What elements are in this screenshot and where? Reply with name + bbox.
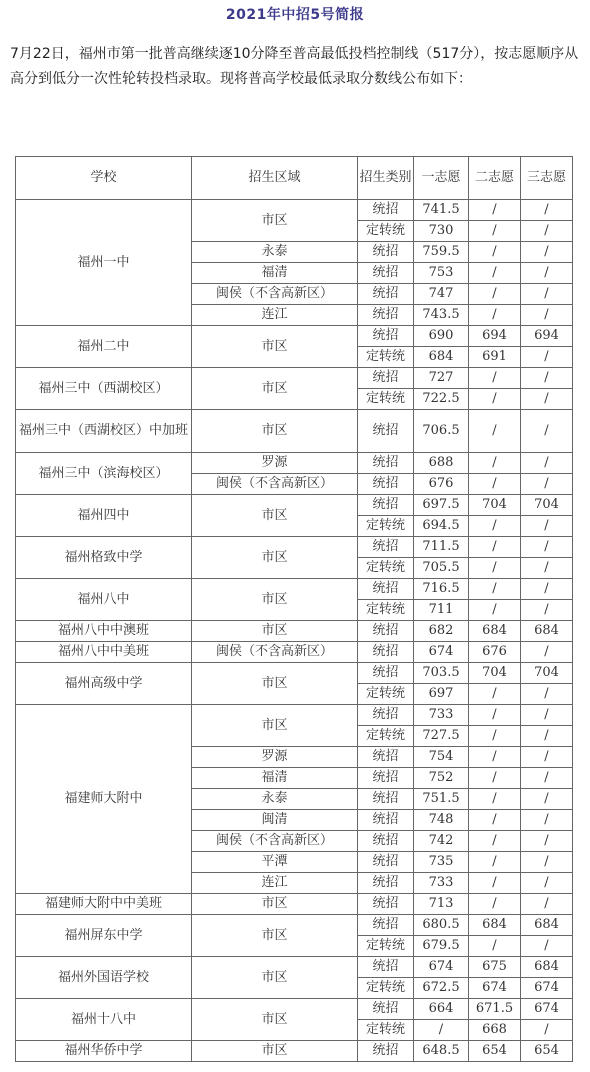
second-choice-cell: / <box>469 263 521 284</box>
category-cell: 统招 <box>358 579 414 600</box>
third-choice-cell: 674 <box>521 999 573 1020</box>
category-cell: 统招 <box>358 453 414 474</box>
category-cell: 统招 <box>358 284 414 305</box>
table-row <box>16 642 573 663</box>
first-choice-cell: 741.5 <box>414 200 469 221</box>
third-choice-cell: / <box>521 642 573 663</box>
school-cell: 福州外国语学校 <box>16 957 192 999</box>
second-choice-cell: / <box>469 558 521 579</box>
second-choice-cell: 668 <box>469 1020 521 1041</box>
region-cell: 市区 <box>192 326 358 368</box>
second-choice-cell: / <box>469 747 521 768</box>
table-row <box>16 915 573 936</box>
region-cell: 永泰 <box>192 789 358 810</box>
second-choice-cell: / <box>469 389 521 410</box>
category-cell: 统招 <box>358 705 414 726</box>
first-choice-cell: 648.5 <box>414 1041 469 1062</box>
school-cell: 福建师大附中中美班 <box>16 894 192 915</box>
region-cell: 市区 <box>192 368 358 410</box>
region-cell: 罗源 <box>192 747 358 768</box>
region-cell: 市区 <box>192 915 358 957</box>
region-cell: 闽侯（不含高新区） <box>192 474 358 495</box>
region-cell: 福清 <box>192 263 358 284</box>
table-row <box>16 621 573 642</box>
third-choice-cell: / <box>521 600 573 621</box>
second-choice-cell: / <box>469 873 521 894</box>
third-choice-cell: / <box>521 1020 573 1041</box>
first-choice-cell: 733 <box>414 705 469 726</box>
header-school: 学校 <box>16 157 192 200</box>
category-cell: 定转统 <box>358 726 414 747</box>
first-choice-cell: 703.5 <box>414 663 469 684</box>
third-choice-cell: 704 <box>521 495 573 516</box>
third-choice-cell: / <box>521 579 573 600</box>
second-choice-cell: / <box>469 305 521 326</box>
table-row <box>16 663 573 684</box>
table-row <box>16 705 573 726</box>
category-cell: 统招 <box>358 410 414 453</box>
second-choice-cell: / <box>469 810 521 831</box>
table-row <box>16 453 573 474</box>
table-row <box>16 894 573 915</box>
school-cell: 福州八中中美班 <box>16 642 192 663</box>
third-choice-cell: / <box>521 831 573 852</box>
third-choice-cell: / <box>521 936 573 957</box>
school-cell: 福州十八中 <box>16 999 192 1041</box>
category-cell: 统招 <box>358 474 414 495</box>
first-choice-cell: 752 <box>414 768 469 789</box>
second-choice-cell: / <box>469 579 521 600</box>
header-second-choice: 二志愿 <box>469 157 521 200</box>
table-row <box>16 957 573 978</box>
third-choice-cell: / <box>521 726 573 747</box>
category-cell: 统招 <box>358 368 414 389</box>
region-cell: 闽侯（不含高新区） <box>192 831 358 852</box>
first-choice-cell: 754 <box>414 747 469 768</box>
region-cell: 闽侯（不含高新区） <box>192 642 358 663</box>
school-cell: 福州三中（西湖校区）中加班 <box>16 410 192 453</box>
first-choice-cell: 759.5 <box>414 242 469 263</box>
first-choice-cell: 727 <box>414 368 469 389</box>
third-choice-cell: / <box>521 347 573 368</box>
third-choice-cell: / <box>521 873 573 894</box>
second-choice-cell: 691 <box>469 347 521 368</box>
category-cell: 统招 <box>358 915 414 936</box>
table-row <box>16 495 573 516</box>
category-cell: 定转统 <box>358 516 414 537</box>
category-cell: 定转统 <box>358 558 414 579</box>
school-cell: 福州高级中学 <box>16 663 192 705</box>
category-cell: 定转统 <box>358 978 414 999</box>
first-choice-cell: 688 <box>414 453 469 474</box>
category-cell: 统招 <box>358 537 414 558</box>
category-cell: 定转统 <box>358 600 414 621</box>
second-choice-cell: 694 <box>469 326 521 347</box>
region-cell: 市区 <box>192 410 358 453</box>
school-cell: 福州屏东中学 <box>16 915 192 957</box>
school-cell: 福州华侨中学 <box>16 1041 192 1062</box>
first-choice-cell: 684 <box>414 347 469 368</box>
third-choice-cell: / <box>521 747 573 768</box>
first-choice-cell: 680.5 <box>414 915 469 936</box>
second-choice-cell: / <box>469 684 521 705</box>
table-row <box>16 999 573 1020</box>
category-cell: 统招 <box>358 831 414 852</box>
school-cell: 福州八中中澳班 <box>16 621 192 642</box>
school-cell: 福州四中 <box>16 495 192 537</box>
first-choice-cell: 748 <box>414 810 469 831</box>
second-choice-cell: / <box>469 852 521 873</box>
first-choice-cell: 711 <box>414 600 469 621</box>
third-choice-cell: / <box>521 789 573 810</box>
second-choice-cell: / <box>469 221 521 242</box>
second-choice-cell: / <box>469 768 521 789</box>
category-cell: 统招 <box>358 326 414 347</box>
page-title: 2021年中招5号简报 <box>225 7 365 23</box>
category-cell: 统招 <box>358 768 414 789</box>
first-choice-cell: 735 <box>414 852 469 873</box>
second-choice-cell: / <box>469 726 521 747</box>
third-choice-cell: / <box>521 242 573 263</box>
third-choice-cell: 684 <box>521 915 573 936</box>
school-cell: 福州二中 <box>16 326 192 368</box>
second-choice-cell: / <box>469 789 521 810</box>
category-cell: 统招 <box>358 789 414 810</box>
first-choice-cell: 705.5 <box>414 558 469 579</box>
category-cell: 统招 <box>358 873 414 894</box>
second-choice-cell: / <box>469 284 521 305</box>
first-choice-cell: 694.5 <box>414 516 469 537</box>
category-cell: 统招 <box>358 999 414 1020</box>
first-choice-cell: 722.5 <box>414 389 469 410</box>
category-cell: 统招 <box>358 747 414 768</box>
table-row <box>16 410 573 453</box>
second-choice-cell: 654 <box>469 1041 521 1062</box>
third-choice-cell: / <box>521 389 573 410</box>
category-cell: 统招 <box>358 621 414 642</box>
second-choice-cell: / <box>469 242 521 263</box>
first-choice-cell: 716.5 <box>414 579 469 600</box>
category-cell: 定转统 <box>358 936 414 957</box>
region-cell: 福清 <box>192 768 358 789</box>
region-cell: 市区 <box>192 957 358 999</box>
region-cell: 市区 <box>192 495 358 537</box>
second-choice-cell: 704 <box>469 663 521 684</box>
school-cell: 福州一中 <box>16 200 192 326</box>
second-choice-cell: 684 <box>469 915 521 936</box>
third-choice-cell: 674 <box>521 978 573 999</box>
second-choice-cell: / <box>469 600 521 621</box>
first-choice-cell: 742 <box>414 831 469 852</box>
category-cell: 统招 <box>358 200 414 221</box>
first-choice-cell: 727.5 <box>414 726 469 747</box>
region-cell: 连江 <box>192 873 358 894</box>
region-cell: 闽清 <box>192 810 358 831</box>
first-choice-cell: 713 <box>414 894 469 915</box>
third-choice-cell: / <box>521 453 573 474</box>
second-choice-cell: / <box>469 474 521 495</box>
second-choice-cell: 676 <box>469 642 521 663</box>
table-row <box>16 200 573 221</box>
category-cell: 统招 <box>358 957 414 978</box>
first-choice-cell: 753 <box>414 263 469 284</box>
score-table <box>15 156 573 1062</box>
table-row <box>16 537 573 558</box>
first-choice-cell: 679.5 <box>414 936 469 957</box>
second-choice-cell: / <box>469 516 521 537</box>
second-choice-cell: / <box>469 705 521 726</box>
second-choice-cell: / <box>469 410 521 453</box>
table-row <box>16 579 573 600</box>
region-cell: 市区 <box>192 705 358 747</box>
third-choice-cell: / <box>521 768 573 789</box>
first-choice-cell: 697 <box>414 684 469 705</box>
header-category: 招生类别 <box>358 157 414 200</box>
first-choice-cell: 674 <box>414 642 469 663</box>
first-choice-cell: 711.5 <box>414 537 469 558</box>
third-choice-cell: / <box>521 810 573 831</box>
category-cell: 统招 <box>358 810 414 831</box>
table-row <box>16 368 573 389</box>
category-cell: 统招 <box>358 1041 414 1062</box>
first-choice-cell: 733 <box>414 873 469 894</box>
second-choice-cell: 704 <box>469 495 521 516</box>
category-cell: 定转统 <box>358 684 414 705</box>
category-cell: 定转统 <box>358 389 414 410</box>
second-choice-cell: / <box>469 894 521 915</box>
third-choice-cell: / <box>521 305 573 326</box>
third-choice-cell: / <box>521 410 573 453</box>
region-cell: 永泰 <box>192 242 358 263</box>
first-choice-cell: 730 <box>414 221 469 242</box>
region-cell: 闽侯（不含高新区） <box>192 284 358 305</box>
third-choice-cell: 684 <box>521 621 573 642</box>
school-cell: 福州三中（西湖校区） <box>16 368 192 410</box>
region-cell: 罗源 <box>192 453 358 474</box>
first-choice-cell: / <box>414 1020 469 1041</box>
third-choice-cell: 654 <box>521 1041 573 1062</box>
third-choice-cell: / <box>521 537 573 558</box>
third-choice-cell: / <box>521 558 573 579</box>
category-cell: 统招 <box>358 263 414 284</box>
header-region: 招生区域 <box>192 157 358 200</box>
second-choice-cell: 684 <box>469 621 521 642</box>
second-choice-cell: 674 <box>469 978 521 999</box>
third-choice-cell: / <box>521 705 573 726</box>
school-cell: 福建师大附中 <box>16 705 192 894</box>
first-choice-cell: 751.5 <box>414 789 469 810</box>
first-choice-cell: 676 <box>414 474 469 495</box>
header-first-choice: 一志愿 <box>414 157 469 200</box>
first-choice-cell: 682 <box>414 621 469 642</box>
school-cell: 福州八中 <box>16 579 192 621</box>
third-choice-cell: 684 <box>521 957 573 978</box>
second-choice-cell: 671.5 <box>469 999 521 1020</box>
category-cell: 定转统 <box>358 347 414 368</box>
region-cell: 市区 <box>192 894 358 915</box>
region-cell: 连江 <box>192 305 358 326</box>
school-cell: 福州三中（滨海校区） <box>16 453 192 495</box>
third-choice-cell: / <box>521 200 573 221</box>
category-cell: 统招 <box>358 642 414 663</box>
third-choice-cell: / <box>521 221 573 242</box>
third-choice-cell: 704 <box>521 663 573 684</box>
second-choice-cell: / <box>469 936 521 957</box>
category-cell: 统招 <box>358 894 414 915</box>
first-choice-cell: 743.5 <box>414 305 469 326</box>
region-cell: 市区 <box>192 200 358 242</box>
table-row <box>16 326 573 347</box>
intro-paragraph: 7月22日，福州市第一批普高继续逐10分降至普高最低投档控制线（517分），按志愿顺序从高分到低分一次性轮转投档录取。现将普高学校最低录取分数线公布如下： <box>10 46 579 87</box>
third-choice-cell: / <box>521 368 573 389</box>
category-cell: 统招 <box>358 305 414 326</box>
third-choice-cell: / <box>521 474 573 495</box>
second-choice-cell: / <box>469 368 521 389</box>
third-choice-cell: / <box>521 284 573 305</box>
second-choice-cell: / <box>469 200 521 221</box>
table-row <box>16 1041 573 1062</box>
category-cell: 统招 <box>358 663 414 684</box>
category-cell: 统招 <box>358 495 414 516</box>
category-cell: 统招 <box>358 852 414 873</box>
region-cell: 市区 <box>192 537 358 579</box>
category-cell: 统招 <box>358 242 414 263</box>
region-cell: 平潭 <box>192 852 358 873</box>
first-choice-cell: 674 <box>414 957 469 978</box>
first-choice-cell: 672.5 <box>414 978 469 999</box>
first-choice-cell: 664 <box>414 999 469 1020</box>
header-third-choice: 三志愿 <box>521 157 573 200</box>
first-choice-cell: 697.5 <box>414 495 469 516</box>
third-choice-cell: / <box>521 852 573 873</box>
first-choice-cell: 747 <box>414 284 469 305</box>
first-choice-cell: 690 <box>414 326 469 347</box>
third-choice-cell: / <box>521 516 573 537</box>
category-cell: 定转统 <box>358 221 414 242</box>
second-choice-cell: / <box>469 537 521 558</box>
second-choice-cell: 675 <box>469 957 521 978</box>
first-choice-cell: 706.5 <box>414 410 469 453</box>
third-choice-cell: / <box>521 894 573 915</box>
region-cell: 市区 <box>192 999 358 1041</box>
third-choice-cell: 694 <box>521 326 573 347</box>
second-choice-cell: / <box>469 453 521 474</box>
region-cell: 市区 <box>192 579 358 621</box>
second-choice-cell: / <box>469 831 521 852</box>
table-header-row <box>16 157 573 200</box>
region-cell: 市区 <box>192 663 358 705</box>
third-choice-cell: / <box>521 684 573 705</box>
region-cell: 市区 <box>192 621 358 642</box>
region-cell: 市区 <box>192 1041 358 1062</box>
third-choice-cell: / <box>521 263 573 284</box>
school-cell: 福州格致中学 <box>16 537 192 579</box>
category-cell: 定转统 <box>358 1020 414 1041</box>
